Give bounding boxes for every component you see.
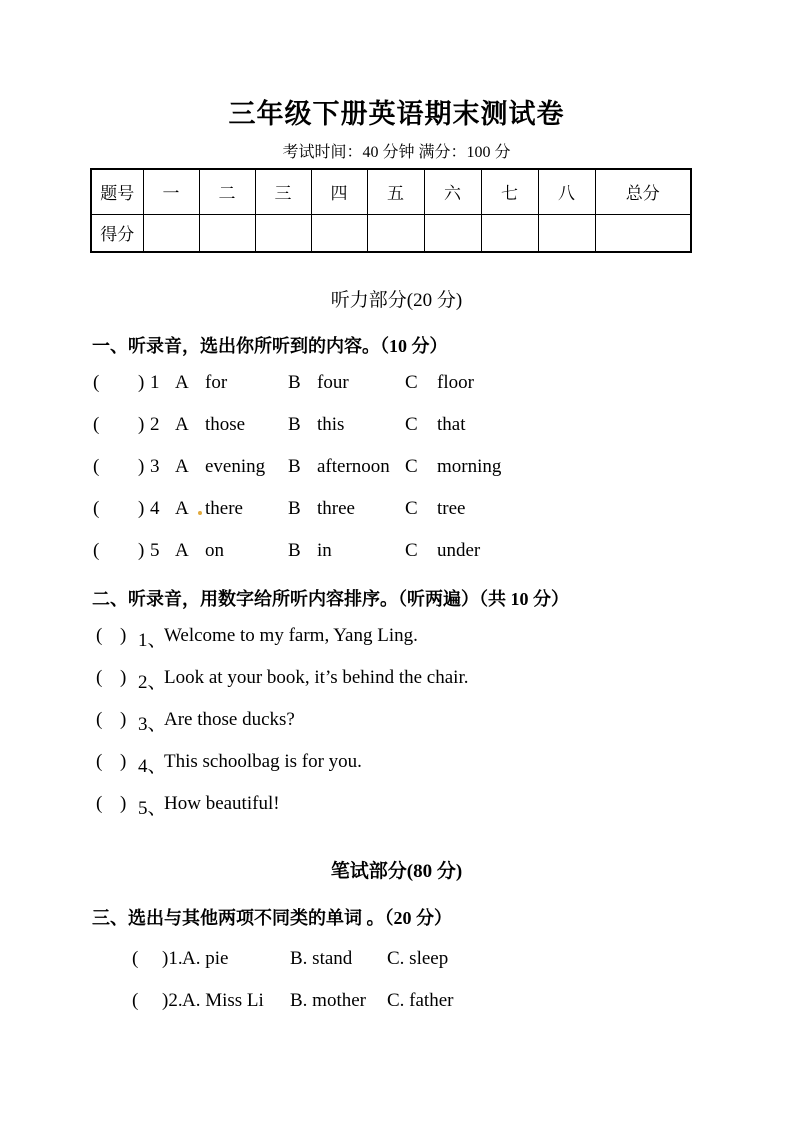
answer-paren-open: (	[93, 372, 100, 393]
option-b: B. mother	[290, 990, 366, 1011]
option-word-c: morning	[437, 456, 502, 477]
choice-item	[93, 540, 793, 562]
choice-item	[93, 372, 793, 394]
option-word-b: afternoon	[317, 456, 390, 477]
word-choice-item	[132, 948, 793, 970]
listening-section2-items	[0, 625, 793, 835]
stray-mark	[198, 511, 202, 515]
score-cell	[367, 214, 424, 252]
option-label-a: A	[175, 456, 189, 477]
score-table-column-header: 七	[481, 169, 538, 214]
answer-paren-close: )	[120, 751, 127, 772]
answer-paren-close: )	[162, 948, 169, 969]
score-table-column-header: 六	[424, 169, 481, 214]
item-number: 3	[150, 456, 160, 477]
item-number: 5	[150, 540, 160, 561]
answer-paren-close: )	[120, 625, 127, 646]
page-title: 三年级下册英语期末测试卷	[228, 99, 565, 129]
option-label-a: A	[175, 414, 189, 435]
option-b: B. stand	[290, 948, 353, 969]
score-table	[90, 168, 692, 253]
listening-section2-heading: 二、听录音，用数字给所听内容排序。（听两遍）（共 10 分）	[92, 589, 569, 609]
answer-paren-open: (	[96, 793, 103, 814]
written-section3-items	[0, 948, 793, 1032]
item-number: 2	[150, 414, 160, 435]
option-word-c: floor	[437, 372, 474, 393]
score-table-column-header: 五	[367, 169, 424, 214]
option-word-b: four	[317, 372, 349, 393]
option-word-b: this	[317, 414, 345, 435]
option-c: C. father	[387, 990, 454, 1011]
question-number-label: 题号	[91, 169, 143, 214]
score-cell	[595, 214, 691, 252]
item-number: 1、	[138, 630, 167, 651]
sentence-item	[96, 793, 793, 819]
score-table-column-header: 一	[143, 169, 199, 214]
option-word-a: there	[205, 498, 243, 519]
option-word-c: tree	[437, 498, 466, 519]
choice-item	[93, 414, 793, 436]
score-table-header-row	[91, 169, 691, 214]
option-word-a: on	[205, 540, 224, 561]
score-cell	[481, 214, 538, 252]
answer-paren-close: )	[138, 372, 145, 393]
item-number: 4	[150, 498, 160, 519]
score-table-column-header: 四	[311, 169, 367, 214]
option-label-c: C	[405, 414, 418, 435]
written-part-heading: 笔试部分(80 分)	[330, 861, 463, 882]
sentence-text: This schoolbag is for you.	[164, 751, 362, 772]
answer-paren-close: )	[120, 667, 127, 688]
answer-paren-close: )	[120, 793, 127, 814]
answer-paren-open: (	[93, 498, 100, 519]
answer-paren-open: (	[96, 751, 103, 772]
score-cell	[143, 214, 199, 252]
option-label-b: B	[288, 498, 301, 519]
item-number: 4、	[138, 756, 167, 777]
option-word-a: for	[205, 372, 228, 393]
option-label-a: A	[175, 498, 189, 519]
item-number: 1.	[168, 948, 183, 969]
answer-paren-close: )	[138, 456, 145, 477]
sentence-item	[96, 709, 793, 735]
word-choice-item	[132, 990, 793, 1012]
item-number: 5、	[138, 798, 167, 819]
answer-paren-open: (	[132, 948, 139, 969]
answer-paren-open: (	[96, 667, 103, 688]
option-word-a: those	[205, 414, 246, 435]
sentence-text: Welcome to my farm, Yang Ling.	[164, 625, 418, 646]
option-a: A. pie	[182, 948, 229, 969]
score-cell	[538, 214, 595, 252]
option-word-c: that	[437, 414, 466, 435]
score-cell	[424, 214, 481, 252]
answer-paren-open: (	[96, 709, 103, 730]
sentence-text: Are those ducks?	[164, 709, 295, 730]
score-label: 得分	[91, 214, 143, 252]
sentence-text: How beautiful!	[164, 793, 280, 814]
item-number: 2、	[138, 672, 167, 693]
answer-paren-close: )	[120, 709, 127, 730]
option-label-b: B	[288, 414, 301, 435]
answer-paren-close: )	[138, 498, 145, 519]
answer-paren-close: )	[162, 990, 169, 1011]
answer-paren-open: (	[93, 414, 100, 435]
item-number: 2.	[168, 990, 183, 1011]
score-cell	[311, 214, 367, 252]
choice-item	[93, 456, 793, 478]
answer-paren-open: (	[93, 456, 100, 477]
answer-paren-open: (	[93, 540, 100, 561]
option-a: A. Miss Li	[182, 990, 264, 1011]
option-label-c: C	[405, 372, 418, 393]
sentence-item	[96, 751, 793, 777]
answer-paren-open: (	[132, 990, 139, 1011]
paren-close-and-number	[162, 990, 182, 1012]
listening-part-heading: 听力部分(20 分)	[330, 290, 463, 311]
option-word-b: three	[317, 498, 355, 519]
score-cell	[199, 214, 255, 252]
sentence-item	[96, 667, 793, 693]
option-label-b: B	[288, 372, 301, 393]
option-c: C. sleep	[387, 948, 449, 969]
score-table-column-header: 八	[538, 169, 595, 214]
option-word-c: under	[437, 540, 481, 561]
written-section3-heading: 三、选出与其他两项不同类的单词 。（20 分）	[92, 908, 452, 928]
answer-paren-open: (	[96, 625, 103, 646]
score-table-column-header: 三	[255, 169, 311, 214]
option-label-b: B	[288, 540, 301, 561]
sentence-item	[96, 625, 793, 651]
option-word-a: evening	[205, 456, 266, 477]
score-table-column-header: 总分	[595, 169, 691, 214]
answer-paren-close: )	[138, 414, 145, 435]
listening-section1-heading: 一、听录音，选出你所听到的内容。（10 分）	[92, 336, 448, 356]
option-label-c: C	[405, 456, 418, 477]
listening-section1-items	[0, 372, 793, 582]
option-label-c: C	[405, 540, 418, 561]
choice-item	[93, 498, 793, 520]
item-number: 3、	[138, 714, 167, 735]
score-table-column-header: 二	[199, 169, 255, 214]
paren-close-and-number	[162, 948, 182, 970]
answer-paren-close: )	[138, 540, 145, 561]
option-label-b: B	[288, 456, 301, 477]
option-word-b: in	[317, 540, 332, 561]
score-cell	[255, 214, 311, 252]
sentence-text: Look at your book, it’s behind the chair.	[164, 667, 469, 688]
option-label-a: A	[175, 372, 189, 393]
item-number: 1	[150, 372, 160, 393]
exam-info: 考试时间：40 分钟 满分：100 分	[282, 144, 511, 161]
score-table-score-row	[91, 214, 691, 252]
option-label-a: A	[175, 540, 189, 561]
option-label-c: C	[405, 498, 418, 519]
